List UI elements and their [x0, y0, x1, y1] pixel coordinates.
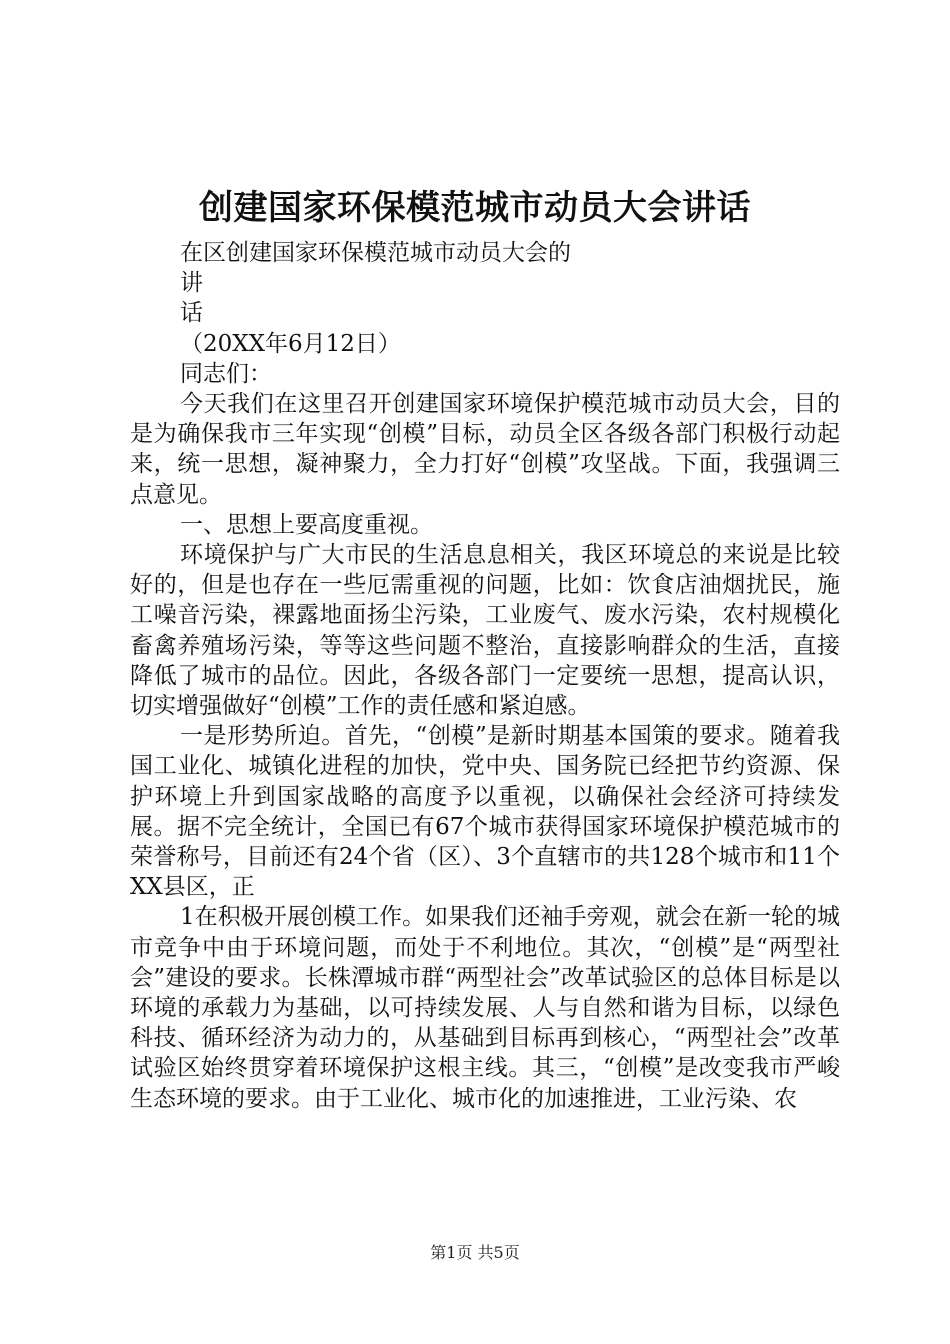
- paragraph-continuation: 1在积极开展创模工作。如果我们还袖手旁观，就会在新一轮的城市竞争中由于环境问题，而处于不利地位。其次，“创模”是“两型社会”建设的要求。长株潭城市群“两型社会”改革试验区的总体目标是以环境的承载力为基础，以可持续发展、人与自然和谐为目标，以绿色科技、循环经济为动力的，从基础到目标再到核心，“两型社会”改革试验区始终贯穿着环境保护这根主线。其三，“创模”是改变我市严峻生态环境的要求。由于工业化、城市化的加速推进，工业污染、农: [130, 904, 840, 1112]
- subtitle-line-2: 讲: [180, 270, 203, 297]
- page-number-footer: 第1页 共5页: [430, 1243, 520, 1262]
- subtitle-line-3: 话: [180, 300, 203, 327]
- document-body: [130, 238, 840, 1114]
- paragraph-intro: 今天我们在这里召开创建国家环境保护模范城市动员大会，目的是为确保我市三年实现“创模”目标，动员全区各级各部门积极行动起来，统一思想，凝神聚力，全力打好“创模”攻坚战。下面，我强调三点意见。: [130, 391, 840, 508]
- document-title: 创建国家环保模范城市动员大会讲话: [199, 188, 751, 228]
- speech-date: （20XX年6月12日）: [180, 330, 401, 357]
- section-heading-1: 一、思想上要高度重视。: [180, 511, 433, 538]
- paragraph-environment: 环境保护与广大市民的生活息息相关，我区环境总的来说是比较好的，但是也存在一些厄需重视的问题，比如：饮食店油烟扰民，施工噪音污染，裸露地面扬尘污染，工业废气、废水污染，农村规模化畜禽养殖场污染，等等这些问题不整治，直接影响群众的生活，直接降低了城市的品位。因此，各级各部门一定要统一思想，提高认识，切实增强做好“创模”工作的责任感和紧迫感。: [130, 542, 840, 720]
- salutation: 同志们：: [180, 360, 272, 387]
- paragraph-situation: 一是形势所迫。首先，“创模”是新时期基本国策的要求。随着我国工业化、城镇化进程的加快，党中央、国务院已经把节约资源、保护环境上升到国家战略的高度予以重视，以确保社会经济可持续发展。据不完全统计，全国已有67个城市获得国家环境保护模范城市的荣誉称号，目前还有24个省（区）、3个直辖市的共128个城市和11个XX县区，正: [130, 723, 840, 901]
- subtitle-line-1: 在区创建国家环保模范城市动员大会的: [180, 240, 571, 266]
